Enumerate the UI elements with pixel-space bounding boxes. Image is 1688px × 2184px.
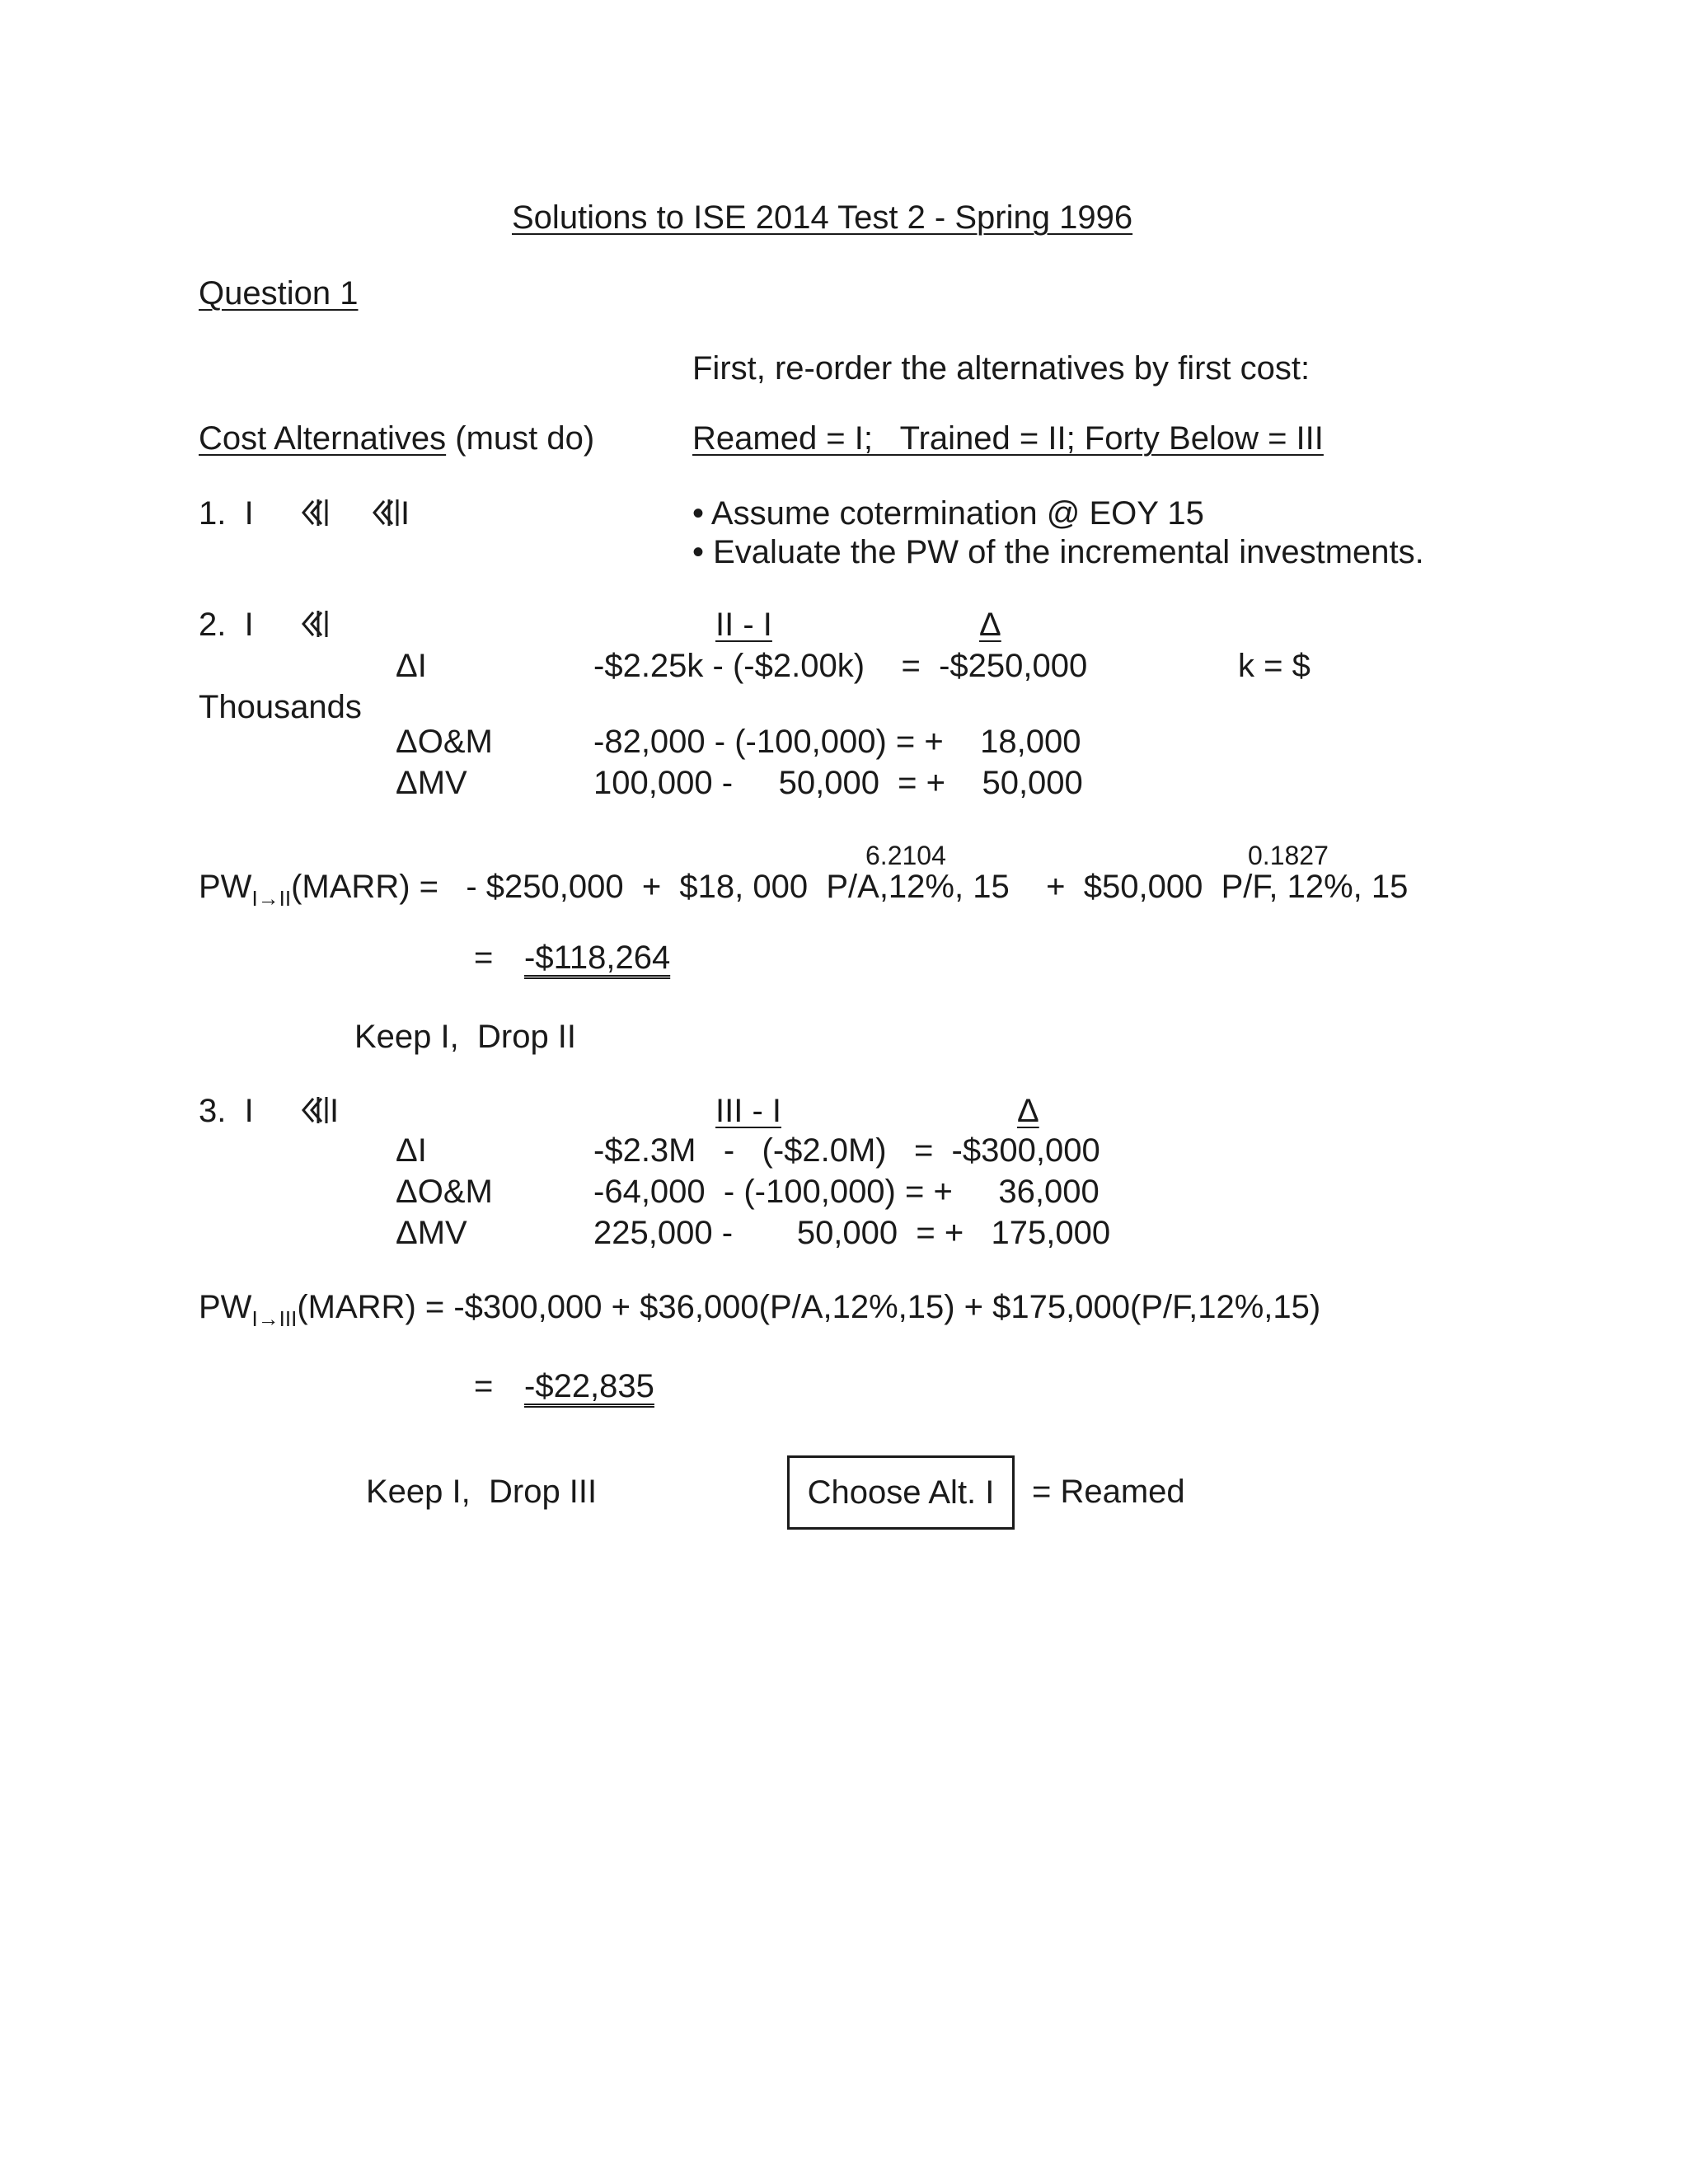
step3-label: 3. I	[199, 1093, 254, 1129]
step2-delta-om-label: ΔO&M	[396, 724, 493, 760]
step3-delta-mv-label: ΔMV	[396, 1215, 467, 1251]
step3-pw-equation	[199, 1291, 1320, 1329]
step3-alt-b: I	[330, 1093, 340, 1129]
step3-delta-mv-expr: 225,000 - 50,000 = + 175,000	[593, 1215, 1111, 1251]
step3-column-head: III - I	[715, 1093, 781, 1129]
step3-decision: Keep I, Drop III	[366, 1474, 598, 1510]
step3-result-value: -$22,835	[524, 1368, 654, 1404]
step2-result-value: -$118,264	[524, 940, 671, 976]
step2-pw-equation	[199, 870, 1408, 909]
page-title: Solutions to ISE 2014 Test 2 - Spring 1996	[512, 199, 1133, 236]
thousands-note: Thousands	[199, 689, 362, 725]
question-heading: Question 1	[199, 275, 359, 312]
pw-subscript: I→II	[251, 886, 292, 911]
step2-delta-mv-expr: 100,000 - 50,000 = + 50,000	[593, 765, 1083, 801]
factor-pf-value: 0.1827	[1248, 841, 1329, 870]
alternative-mapping: Reamed = I; Trained = II; Forty Below = III	[692, 420, 1324, 457]
step2-label: 2. I	[199, 607, 254, 643]
pw-subscript: I→III	[251, 1306, 298, 1331]
cost-alternatives-heading	[199, 422, 594, 455]
pw-prefix: PW	[199, 1289, 252, 1325]
step3-delta-i-expr: -$2.3M - (-$2.0M) = -$300,000	[593, 1132, 1100, 1169]
step3-delta-om-label: ΔO&M	[396, 1174, 493, 1210]
step2-column-head: II - I	[715, 607, 772, 643]
factor-pa-value: 6.2104	[865, 841, 946, 870]
step2-decision: Keep I, Drop II	[354, 1019, 577, 1055]
bullet-evaluate-pw: • Evaluate the PW of the incremental investments.	[692, 534, 1424, 570]
final-choice-label: Choose Alt. I	[807, 1474, 995, 1511]
step2-delta-i-expr: -$2.25k - (-$2.00k) = -$250,000	[593, 648, 1088, 684]
pw-prefix: PW	[199, 869, 252, 905]
pw-expression: (MARR) = -$300,000 + $36,000(P/A,12%,15) + $175,000(P/F,12%,15)	[297, 1289, 1321, 1325]
bullet-cotermination: • Assume cotermination @ EOY 15	[692, 495, 1204, 532]
final-choice-box	[787, 1455, 1015, 1530]
pw-expression: (MARR) = - $250,000 + $18, 000 P/A,12%, 15 + $50,000 P/F, 12%, 15	[291, 869, 1409, 905]
step1-alt-b: I	[401, 495, 410, 532]
units-note: k = $	[1238, 648, 1311, 684]
arrow-left-icon	[302, 609, 335, 639]
step2-delta-om-expr: -82,000 - (-100,000) = + 18,000	[593, 724, 1081, 760]
cost-alternatives-label: Cost Alternatives	[199, 420, 447, 457]
final-choice-suffix: = Reamed	[1032, 1474, 1185, 1510]
step2-delta-i-label: ΔI	[396, 648, 427, 684]
step2-result-equals: =	[474, 940, 494, 976]
step3-delta-i-label: ΔI	[396, 1132, 427, 1169]
reorder-instruction: First, re-order the alternatives by first cost:	[692, 350, 1311, 387]
step3-delta-om-expr: -64,000 - (-100,000) = + 36,000	[593, 1174, 1100, 1210]
step3-result-equals: =	[474, 1368, 494, 1404]
must-do-note: (must do)	[446, 420, 595, 457]
step2-delta-mv-label: ΔMV	[396, 765, 467, 801]
step2-delta-head: Δ	[979, 607, 1001, 643]
step1-label: 1. I	[199, 495, 254, 532]
arrow-left-icon	[302, 498, 335, 527]
step3-delta-head: Δ	[1017, 1093, 1039, 1129]
